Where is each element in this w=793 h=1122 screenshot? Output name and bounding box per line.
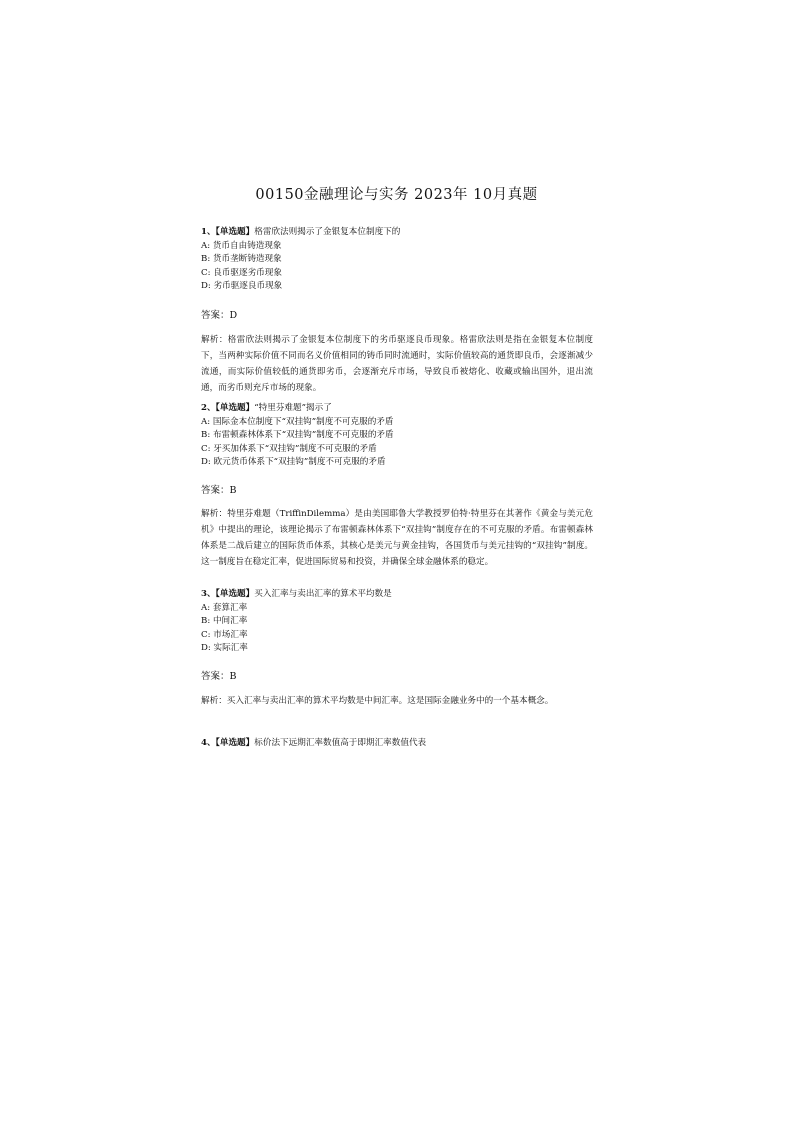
question-type: 【单选题】	[215, 403, 255, 413]
question-stem	[201, 402, 593, 416]
option-c: C: 牙买加体系下“双挂钩”制度不可克服的矛盾	[201, 443, 377, 454]
option-b: B: 中间汇率	[201, 616, 248, 627]
answer-3: 答案：B	[201, 671, 237, 682]
question-type: 【单选题】	[215, 738, 255, 748]
answer-1: 答案：D	[201, 310, 238, 321]
question-3	[201, 588, 593, 656]
option-a: A: 套算汇率	[201, 602, 248, 613]
question-text: 买入汇率与卖出汇率的算术平均数是	[254, 589, 392, 599]
option-d: D: 劣币驱逐良币现象	[201, 281, 283, 292]
question-text: 标价法下远期汇率数值高于即期汇率数值代表	[254, 738, 427, 748]
option-a: A: 货币自由铸造现象	[201, 240, 282, 251]
explanation-1: 解析：格雷欣法则揭示了金银复本位制度下的劣币驱逐良币现象。格雷欣法则是指在金银复本位制度下，当两种实际价值不同而名义价值相同的铸币同时流通时，实际价值较高的通货即良币，会逐渐减少流通，而实际价值较低的通货即劣币，会逐渐充斥市场，导致良币被熔化、收藏或输出国外，退出流通，而劣币则充斥市场的现象。	[201, 335, 593, 393]
option-d: D: 欧元货币体系下“双挂钩”制度不可克服的矛盾	[201, 457, 386, 468]
question-stem	[201, 588, 593, 602]
question-number: 2、	[201, 403, 216, 413]
explanation-3: 解析：买入汇率与卖出汇率的算术平均数是中间汇率。这是国际金融业务中的一个基本概念。	[201, 696, 554, 706]
option-b: B: 布雷顿森林体系下“双挂钩”制度不可克服的矛盾	[201, 430, 394, 441]
question-type: 【单选题】	[215, 227, 255, 237]
question-stem	[201, 226, 593, 240]
option-b: B: 货币垄断铸造现象	[201, 254, 282, 265]
question-1	[201, 226, 593, 294]
option-a: A: 国际金本位制度下“双挂钩”制度不可克服的矛盾	[201, 416, 394, 427]
option-d: D: 实际汇率	[201, 643, 248, 654]
question-type: 【单选题】	[215, 589, 255, 599]
question-number: 3、	[201, 589, 216, 599]
option-c: C: 良币驱逐劣币现象	[201, 267, 282, 278]
question-stem	[201, 737, 593, 751]
question-text: 格雷欣法则揭示了金银复本位制度下的	[254, 227, 401, 237]
page-title: 00150金融理论与实务 2023年 10月真题	[255, 187, 538, 203]
question-4	[201, 737, 593, 751]
answer-2: 答案：B	[201, 485, 237, 496]
explanation-2: 解析：特里芬难题（TriffinDilemma）是由美国耶鲁大学教授罗伯特·特里芬在其著作《黄金与美元危机》中提出的理论，该理论揭示了布雷顿森林体系下“双挂钩”制度存在的不可克服的矛盾。布雷顿森林体系是二战后建立的国际货币体系，其核心是美元与黄金挂钩，各国货币与美元挂钩的“双挂钩”制度。这一制度旨在稳定汇率，促进国际贸易和投资，并确保全球金融体系的稳定。	[201, 509, 593, 567]
question-2	[201, 402, 593, 470]
question-number: 1、	[201, 227, 216, 237]
question-text: “特里芬难题”揭示了	[254, 403, 332, 413]
option-c: C: 市场汇率	[201, 629, 248, 640]
question-number: 4、	[201, 738, 216, 748]
